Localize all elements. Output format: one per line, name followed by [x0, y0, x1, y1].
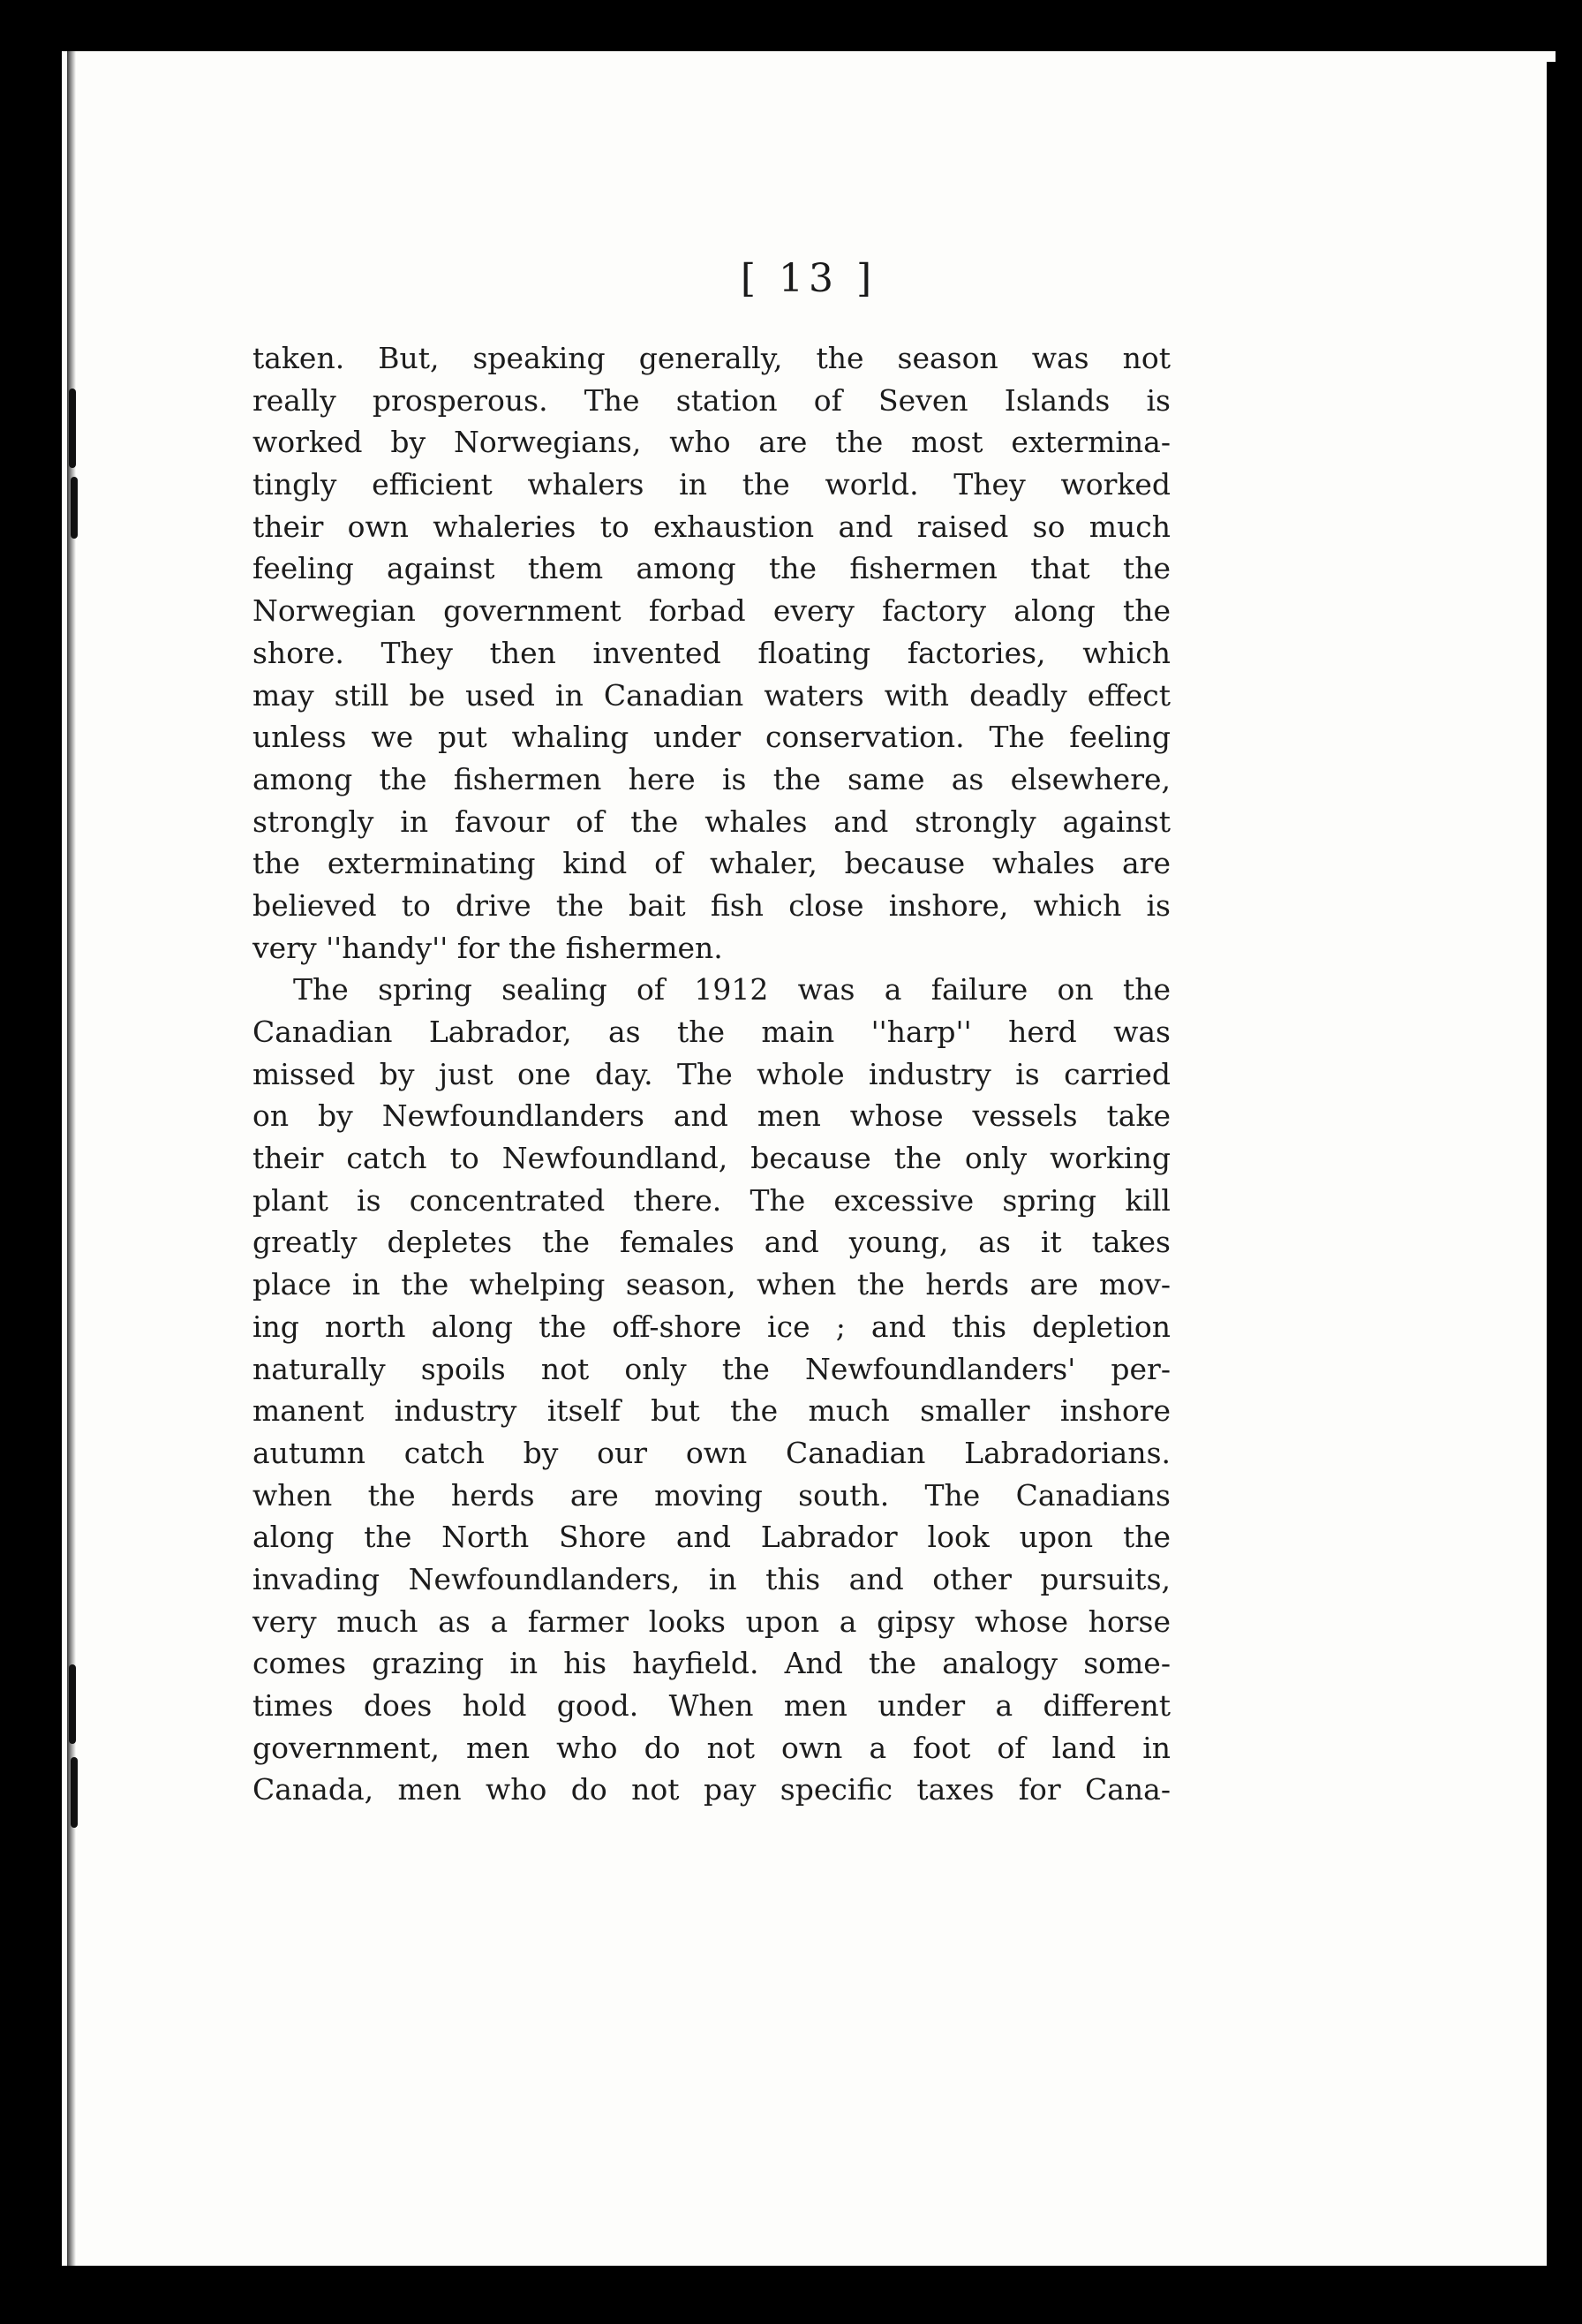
text-line: their catch to Newfoundland, because the only working [252, 1141, 1171, 1176]
text-line: the exterminating kind of whaler, because whales are [252, 846, 1171, 881]
text-line: The spring sealing of 1912 was a failure on the [293, 972, 1171, 1007]
text-line: Canadian Labrador, as the main ''harp'' herd was [252, 1015, 1171, 1049]
text-line: shore. They then invented floating factories, which [252, 635, 1171, 670]
text-line: feeling against them among the fishermen that the [252, 551, 1171, 586]
text-line: missed by just one day. The whole industry is carried [252, 1056, 1171, 1091]
binding-mark [69, 1664, 76, 1744]
text-line: place in the whelping season, when the herds are mov- [252, 1267, 1171, 1302]
text-line: greatly depletes the females and young, as it takes [252, 1225, 1171, 1260]
text-line: unless we put whaling under conservation. The feeling [252, 720, 1171, 755]
binding-mark [69, 389, 76, 468]
text-line: taken. But, speaking generally, the season was not [252, 341, 1171, 375]
scan-border [1547, 62, 1582, 2269]
text-line: times does hold good. When men under a different [252, 1688, 1171, 1723]
text-line: manent industry itself but the much smaller inshore [252, 1393, 1171, 1429]
text-line: worked by Norwegians, who are the most extermina- [252, 425, 1171, 460]
text-line: may still be used in Canadian waters with deadly effect [252, 677, 1171, 713]
text-line: very ''handy'' for the fishermen. [252, 930, 723, 965]
text-line: government, men who do not own a foot of land in [252, 1730, 1171, 1765]
binding-mark [71, 477, 78, 539]
text-line: ing north along the off-shore ice ; and this depletion [252, 1309, 1171, 1344]
page-number: [ 13 ] [740, 256, 878, 301]
text-line: naturally spoils not only the Newfoundlanders' per- [252, 1351, 1171, 1386]
text-line: along the North Shore and Labrador look upon the [252, 1520, 1171, 1555]
text-line: strongly in favour of the whales and strongly against [252, 804, 1171, 839]
body-text [252, 337, 1171, 1811]
page-gutter-shadow [67, 51, 76, 2266]
binding-mark [71, 1757, 78, 1828]
text-line: among the fishermen here is the same as elsewhere, [252, 761, 1171, 796]
text-line: when the herds are moving south. The Canadians [252, 1477, 1171, 1513]
text-line: their own whaleries to exhaustion and raised so much [252, 509, 1171, 544]
text-line: autumn catch by our own Canadian Labradorians. [252, 1435, 1171, 1470]
text-line: tingly efficient whalers in the world. They worked [252, 467, 1171, 502]
text-line: very much as a farmer looks upon a gipsy whose horse [252, 1603, 1171, 1639]
text-line: Canada, men who do not pay specific taxes for Cana- [252, 1772, 1171, 1807]
text-line: comes grazing in his hayfield. And the analogy some- [252, 1646, 1171, 1681]
text-line: really prosperous. The station of Seven Islands is [252, 382, 1171, 418]
text-line: believed to drive the bait fish close inshore, which is [252, 887, 1171, 923]
text-line: invading Newfoundlanders, in this and other pursuits, [252, 1561, 1171, 1596]
text-line: on by Newfoundlanders and men whose vessels take [252, 1098, 1171, 1134]
text-line: plant is concentrated there. The excessive spring kill [252, 1182, 1171, 1218]
text-line: Norwegian government forbad every factory along the [252, 593, 1171, 629]
